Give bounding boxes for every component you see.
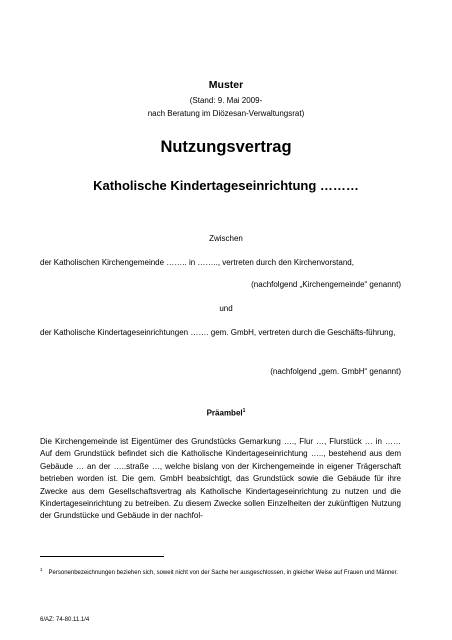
beratung-note: nach Beratung im Diözesan-Verwaltungsrat) bbox=[147, 109, 305, 118]
footnote-divider bbox=[40, 556, 164, 557]
footnote-mark: 1 bbox=[40, 567, 43, 572]
preamble-heading-text: Präambel bbox=[206, 408, 243, 418]
preamble-paragraph: Die Kirchengemeinde ist Eigentümer des Grundstücks Gemarkung …., Flur …, Flurstück … in …… Auf dem Grundstück befindet sich die Katholische Kindertageseinrichtung ….., bestehend aus dem Gebäude … an der …..straße …, welche bislang von der Kirchengemeinde in eigener Trägerschaft betrieben worden ist. Die gem. GmbH beabsichtigt, das Grundstück sowie die Gebäude für ihre Zwecke aus dem Gesellschaftsvertrag als Katholische Kindertageseinrichtung zu nutzen und die Kindertageseinrichtung zu betreiben. Zu diesem Zwecke sollen Einzelheiten der zukünftigen Nutzung der Grundstücke und Gebäude in der nachfol- bbox=[40, 437, 401, 521]
party-2-text: der Katholische Kindertageseinrichtungen ……. gem. GmbH, vertreten durch die Geschäfts-führung, bbox=[40, 328, 396, 337]
party-2-short-name: (nachfolgend „gem. GmbH“ genannt) bbox=[270, 367, 401, 376]
und-label: und bbox=[219, 304, 233, 313]
party-1-text: der Katholischen Kirchengemeinde …….. in …….., vertreten durch den Kirchenvorstand, bbox=[40, 258, 354, 267]
page-code: 6/AZ: 74-80.11.1/4 bbox=[40, 617, 90, 623]
footnote bbox=[40, 566, 401, 577]
footnote-text: Personenbezeichnungen beziehen sich, soweit nicht von der Sache her ausgeschlossen, in gleicher Weise auf Frauen und Männer. bbox=[48, 570, 398, 576]
stand-date: (Stand: 9. Mai 2009- bbox=[189, 96, 263, 105]
muster-label: Muster bbox=[208, 79, 244, 91]
preamble-heading bbox=[0, 406, 452, 419]
preamble-footnote-mark: 1 bbox=[242, 408, 246, 414]
document-subtitle: Katholische Kindertageseinrichtung ……… bbox=[93, 178, 359, 193]
zwischen-label: Zwischen bbox=[209, 234, 243, 243]
party-1-short-name: (nachfolgend „Kirchengemeinde“ genannt) bbox=[251, 280, 401, 289]
document-title: Nutzungsvertrag bbox=[160, 138, 292, 156]
